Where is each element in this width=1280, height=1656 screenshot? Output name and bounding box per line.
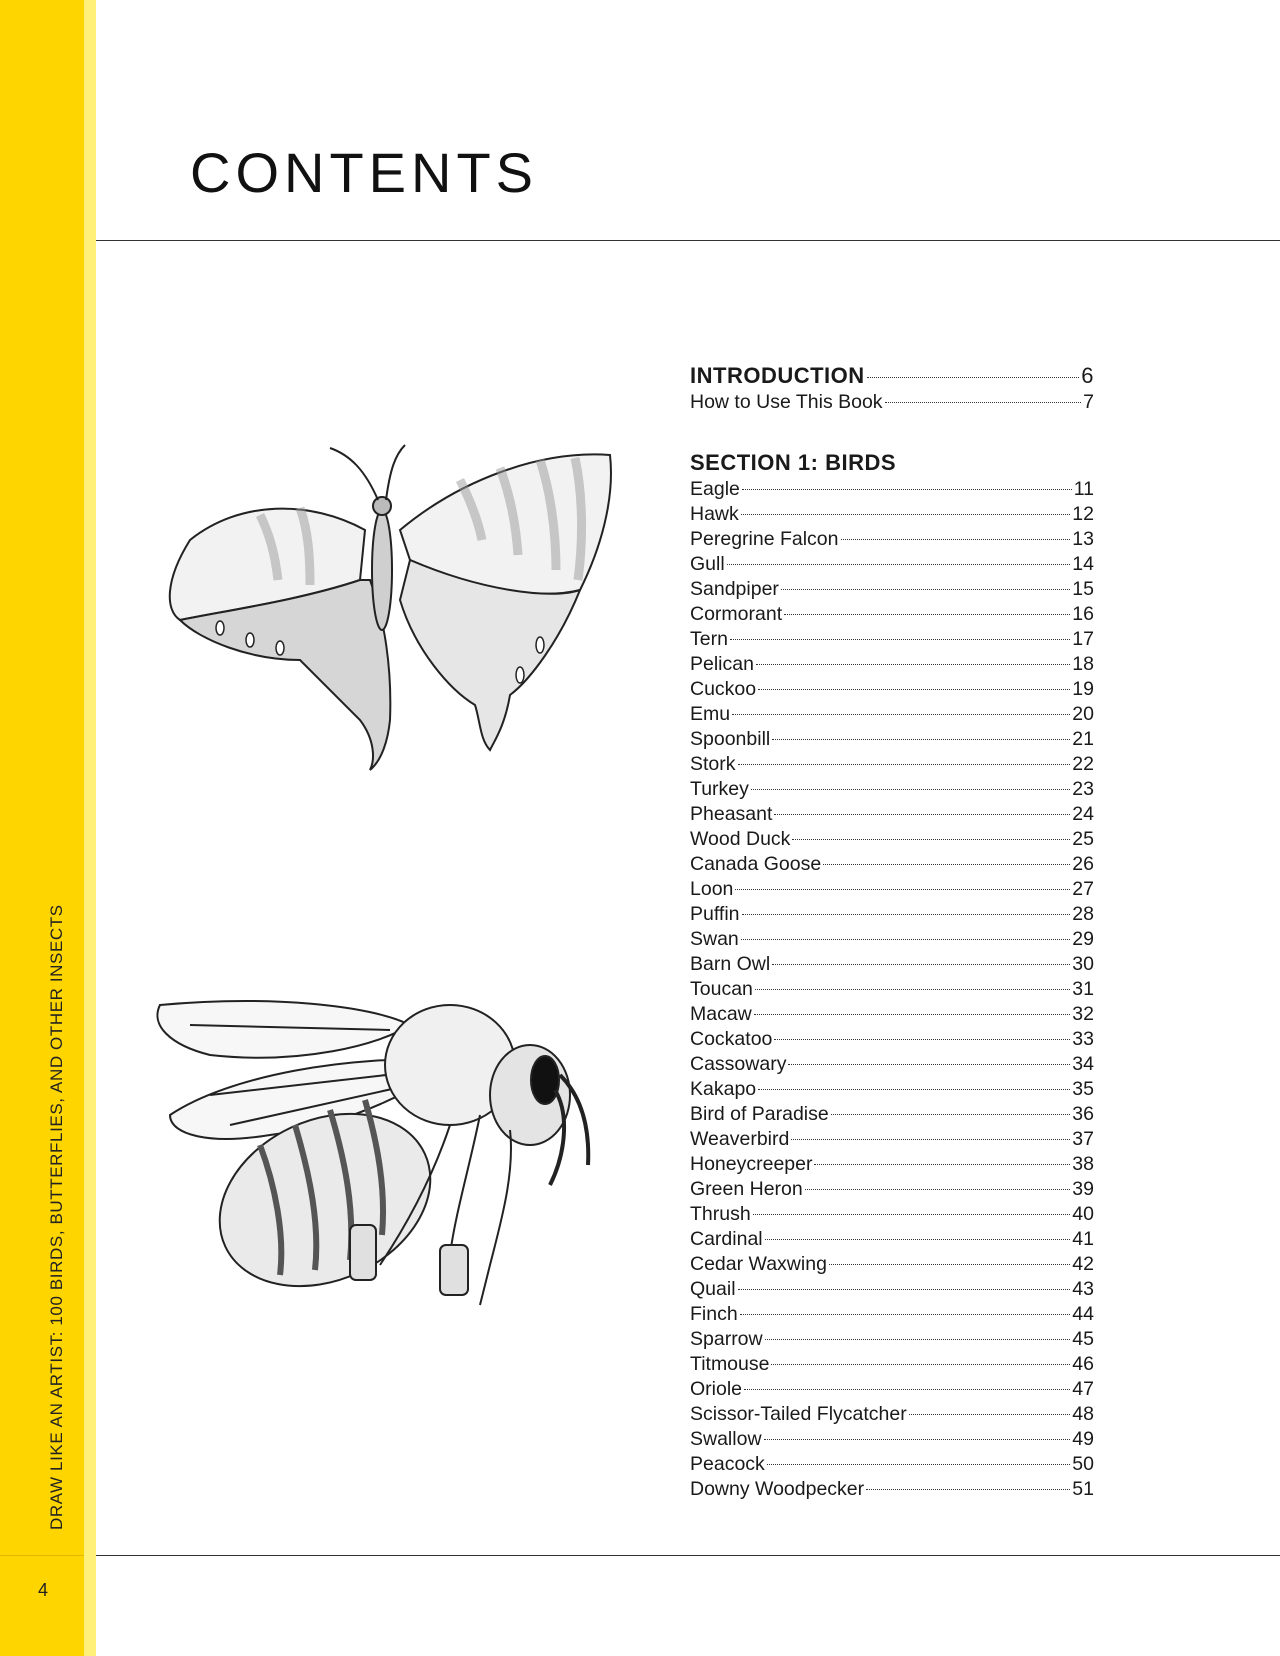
dot-leader xyxy=(767,1464,1071,1465)
toc-page: 21 xyxy=(1072,728,1094,750)
toc-page: 16 xyxy=(1072,603,1094,625)
toc-entry[interactable] xyxy=(690,1177,1094,1202)
dot-leader xyxy=(774,814,1070,815)
toc-page: 43 xyxy=(1072,1278,1094,1300)
dot-leader xyxy=(765,1339,1071,1340)
toc-entry[interactable] xyxy=(690,1027,1094,1052)
toc-label: Sparrow xyxy=(690,1328,763,1350)
dot-leader xyxy=(727,564,1071,565)
dot-leader xyxy=(735,889,1070,890)
toc-entry[interactable] xyxy=(690,1077,1094,1102)
toc-page: 33 xyxy=(1072,1028,1094,1050)
running-head-book-title: DRAW LIKE AN ARTIST: 100 BIRDS, BUTTERFLIES, AND OTHER INSECTS xyxy=(47,904,66,1530)
header-rule xyxy=(96,240,1280,241)
section-1-entry-list xyxy=(690,477,1094,1502)
toc-entry[interactable] xyxy=(690,1127,1094,1152)
toc-entry[interactable] xyxy=(690,1452,1094,1477)
toc-page: 51 xyxy=(1072,1478,1094,1500)
toc-entry[interactable] xyxy=(690,877,1094,902)
toc-entry[interactable] xyxy=(690,627,1094,652)
toc-page: 42 xyxy=(1072,1253,1094,1275)
sidebar-divider xyxy=(0,1555,84,1556)
toc-label: How to Use This Book xyxy=(690,391,883,413)
toc-entry[interactable] xyxy=(690,1402,1094,1427)
toc-entry[interactable] xyxy=(690,1252,1094,1277)
dot-leader xyxy=(814,1164,1070,1165)
toc-page: 15 xyxy=(1072,578,1094,600)
toc-page: 41 xyxy=(1072,1228,1094,1250)
dot-leader xyxy=(885,402,1082,403)
toc-page: 19 xyxy=(1072,678,1094,700)
toc-page: 37 xyxy=(1072,1128,1094,1150)
toc-label: Turkey xyxy=(690,778,749,800)
dot-leader xyxy=(764,1439,1071,1440)
bee-icon xyxy=(150,985,630,1385)
dot-leader xyxy=(744,1389,1070,1390)
toc-entry[interactable] xyxy=(690,1302,1094,1327)
dot-leader xyxy=(771,1364,1070,1365)
toc-label: Cormorant xyxy=(690,603,783,625)
toc-entry[interactable] xyxy=(690,827,1094,852)
toc-page: 24 xyxy=(1072,803,1094,825)
toc-page: 35 xyxy=(1072,1078,1094,1100)
toc-page: 23 xyxy=(1072,778,1094,800)
dot-leader xyxy=(738,1289,1071,1290)
dot-leader xyxy=(829,1264,1070,1265)
toc-page: 38 xyxy=(1072,1153,1094,1175)
toc-label: Titmouse xyxy=(690,1353,770,1375)
toc-entry[interactable] xyxy=(690,602,1094,627)
toc-page: 40 xyxy=(1072,1203,1094,1225)
toc-entry[interactable] xyxy=(690,1327,1094,1352)
toc-entry[interactable] xyxy=(690,652,1094,677)
toc-entry[interactable] xyxy=(690,852,1094,877)
toc-page: 13 xyxy=(1072,528,1094,550)
toc-label: Thrush xyxy=(690,1203,751,1225)
toc-label: Downy Woodpecker xyxy=(690,1478,865,1500)
toc-entry[interactable] xyxy=(690,1152,1094,1177)
toc-entry[interactable] xyxy=(690,727,1094,752)
dot-leader xyxy=(784,614,1070,615)
dot-leader xyxy=(741,939,1071,940)
toc-entry[interactable] xyxy=(690,1352,1094,1377)
dot-leader xyxy=(754,1014,1071,1015)
toc-page: 46 xyxy=(1072,1353,1094,1375)
toc-entry[interactable] xyxy=(690,1002,1094,1027)
toc-entry[interactable] xyxy=(690,1227,1094,1252)
toc-entry[interactable] xyxy=(690,1277,1094,1302)
toc-page: 34 xyxy=(1072,1053,1094,1075)
toc-page: 11 xyxy=(1073,478,1094,500)
toc-entry[interactable] xyxy=(690,552,1094,577)
footer-rule xyxy=(96,1555,1280,1556)
dot-leader xyxy=(791,1139,1070,1140)
dot-leader xyxy=(740,1314,1071,1315)
toc-label: Swallow xyxy=(690,1428,762,1450)
dot-leader xyxy=(867,377,1080,378)
toc-label: Hawk xyxy=(690,503,739,525)
dot-leader xyxy=(732,714,1070,715)
toc-entry[interactable] xyxy=(690,777,1094,802)
dot-leader xyxy=(823,864,1070,865)
toc-page: 25 xyxy=(1072,828,1094,850)
toc-label: Barn Owl xyxy=(690,953,771,975)
dot-leader xyxy=(758,1089,1070,1090)
toc-page: 48 xyxy=(1072,1403,1094,1425)
table-of-contents xyxy=(690,362,1094,1502)
dot-leader xyxy=(742,489,1072,490)
toc-entry[interactable] xyxy=(690,702,1094,727)
toc-page: 20 xyxy=(1072,703,1094,725)
toc-page: 32 xyxy=(1072,1003,1094,1025)
toc-page: 28 xyxy=(1072,903,1094,925)
toc-label: Pelican xyxy=(690,653,754,675)
toc-label: Spoonbill xyxy=(690,728,771,750)
dot-leader xyxy=(805,1189,1071,1190)
toc-entry[interactable] xyxy=(690,1202,1094,1227)
toc-page: 14 xyxy=(1072,553,1094,575)
toc-heading-introduction[interactable] xyxy=(690,362,1094,390)
toc-entry[interactable] xyxy=(690,902,1094,927)
toc-entry[interactable] xyxy=(690,502,1094,527)
toc-label: Cedar Waxwing xyxy=(690,1253,827,1275)
dot-leader xyxy=(909,1414,1071,1415)
toc-label: Finch xyxy=(690,1303,738,1325)
dot-leader xyxy=(751,789,1070,790)
toc-page: 49 xyxy=(1072,1428,1094,1450)
toc-label: Loon xyxy=(690,878,734,900)
toc-page: 47 xyxy=(1072,1378,1094,1400)
toc-page: 50 xyxy=(1072,1453,1094,1475)
toc-entry[interactable] xyxy=(690,977,1094,1002)
butterfly-icon xyxy=(160,440,620,790)
toc-label: Tern xyxy=(690,628,728,650)
toc-heading-section-1: SECTION 1: BIRDS xyxy=(690,450,897,475)
toc-entry[interactable] xyxy=(690,927,1094,952)
toc-label: Weaverbird xyxy=(690,1128,790,1150)
dot-leader xyxy=(756,664,1070,665)
toc-page: 22 xyxy=(1072,753,1094,775)
toc-label: Gull xyxy=(690,553,725,575)
toc-label: Eagle xyxy=(690,478,740,500)
dot-leader xyxy=(841,539,1071,540)
dot-leader xyxy=(742,914,1071,915)
toc-label: Cockatoo xyxy=(690,1028,773,1050)
toc-entry[interactable] xyxy=(690,390,1094,415)
dot-leader xyxy=(772,964,1070,965)
toc-label: Scissor-Tailed Flycatcher xyxy=(690,1403,907,1425)
page-title: CONTENTS xyxy=(190,141,538,204)
toc-page: 36 xyxy=(1072,1103,1094,1125)
dot-leader xyxy=(738,764,1071,765)
dot-leader xyxy=(781,589,1070,590)
toc-page: 44 xyxy=(1072,1303,1094,1325)
toc-label: Cassowary xyxy=(690,1053,787,1075)
toc-page: 26 xyxy=(1072,853,1094,875)
dot-leader xyxy=(765,1239,1071,1240)
toc-label: Stork xyxy=(690,753,736,775)
toc-label: Kakapo xyxy=(690,1078,757,1100)
toc-page: 31 xyxy=(1072,978,1094,1000)
toc-label: Sandpiper xyxy=(690,578,779,600)
dot-leader xyxy=(792,839,1070,840)
toc-label: Peregrine Falcon xyxy=(690,528,839,550)
dot-leader xyxy=(831,1114,1071,1115)
toc-label: Pheasant xyxy=(690,803,773,825)
toc-page: 17 xyxy=(1072,628,1094,650)
toc-page: 6 xyxy=(1081,363,1094,388)
toc-page: 18 xyxy=(1072,653,1094,675)
toc-entry[interactable] xyxy=(690,1052,1094,1077)
toc-label: Wood Duck xyxy=(690,828,791,850)
toc-page: 27 xyxy=(1072,878,1094,900)
toc-page: 7 xyxy=(1083,391,1094,413)
toc-entry[interactable] xyxy=(690,527,1094,552)
dot-leader xyxy=(788,1064,1070,1065)
toc-label: Canada Goose xyxy=(690,853,822,875)
dot-leader xyxy=(755,989,1070,990)
dot-leader xyxy=(753,1214,1071,1215)
dot-leader xyxy=(772,739,1070,740)
toc-label: Cuckoo xyxy=(690,678,757,700)
toc-entry[interactable] xyxy=(690,802,1094,827)
dot-leader xyxy=(774,1039,1070,1040)
toc-label: Honeycreeper xyxy=(690,1153,813,1175)
sidebar-band xyxy=(0,0,84,1656)
toc-label: Macaw xyxy=(690,1003,752,1025)
toc-entry[interactable] xyxy=(690,952,1094,977)
toc-entry[interactable] xyxy=(690,477,1094,502)
toc-page: 29 xyxy=(1072,928,1094,950)
sidebar-edge xyxy=(84,0,96,1656)
toc-label: Emu xyxy=(690,703,731,725)
toc-entry[interactable] xyxy=(690,1377,1094,1402)
toc-entry[interactable] xyxy=(690,752,1094,777)
toc-label: Puffin xyxy=(690,903,740,925)
toc-label: Green Heron xyxy=(690,1178,803,1200)
toc-page: 30 xyxy=(1072,953,1094,975)
toc-entry[interactable] xyxy=(690,1427,1094,1452)
toc-label: Oriole xyxy=(690,1378,743,1400)
toc-label: Swan xyxy=(690,928,739,950)
dot-leader xyxy=(741,514,1071,515)
toc-label: Quail xyxy=(690,1278,736,1300)
toc-page: 12 xyxy=(1072,503,1094,525)
toc-entry[interactable] xyxy=(690,1102,1094,1127)
dot-leader xyxy=(866,1489,1070,1490)
toc-label: Peacock xyxy=(690,1453,765,1475)
toc-entry[interactable] xyxy=(690,677,1094,702)
page-number: 4 xyxy=(38,1580,49,1600)
toc-entry[interactable] xyxy=(690,1477,1094,1502)
toc-label: Cardinal xyxy=(690,1228,763,1250)
toc-label: INTRODUCTION xyxy=(690,363,865,388)
dot-leader xyxy=(758,689,1070,690)
toc-page: 39 xyxy=(1072,1178,1094,1200)
toc-label: Toucan xyxy=(690,978,753,1000)
toc-page: 45 xyxy=(1072,1328,1094,1350)
toc-entry[interactable] xyxy=(690,577,1094,602)
dot-leader xyxy=(730,639,1070,640)
toc-label: Bird of Paradise xyxy=(690,1103,829,1125)
